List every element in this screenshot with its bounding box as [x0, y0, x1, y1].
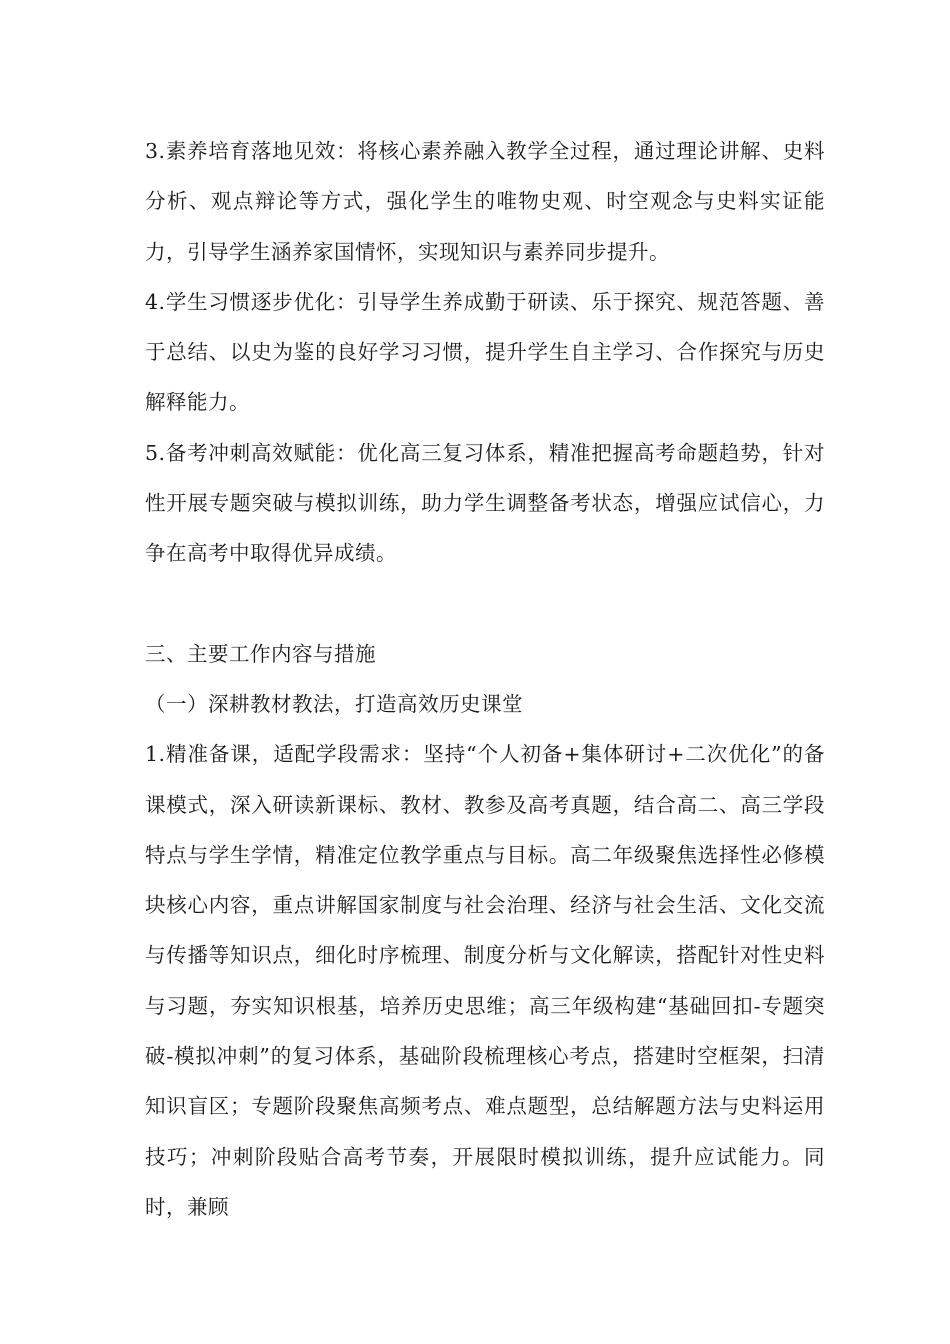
body-paragraph: 1.精准备课，适配学段需求：坚持“个人初备+集体研讨+二次优化”的备课模式，深入研读新课标、教材、教参及高考真题，结合高二、高三学段特点与学生学情，精准定位教学重点与目标。高二年级聚焦选择性必修模块核心内容，重点讲解国家制度与社会治理、经济与社会生活、文化交流与传播等知识点，细化时序梳理、制度分析与文化解读，搭配针对性史料与习题，夯实知识根基，培养历史思维；高三年级构建“基础回扣-专题突破-模拟冲刺”的复习体系，基础阶段梳理核心考点，搭建时空框架，扫清知识盲区；专题阶段聚焦高频考点、难点题型，总结解题方法与史料运用技巧；冲刺阶段贴合高考节奏，开展限时模拟训练，提升应试能力。同时，兼顾	[145, 742, 825, 1219]
section-heading: 三、主要工作内容与措施	[145, 641, 376, 666]
paragraph-item-4: 4.学生习惯逐步优化：引导学生养成勤于研读、乐于探究、规范答题、善于总结、以史为鉴的良好学习习惯，提升学生自主学习、合作探究与历史解释能力。	[145, 289, 825, 415]
blank-line	[145, 579, 825, 629]
document-body	[145, 126, 825, 1232]
paragraph-item-3: 3.素养培育落地见效：将核心素养融入教学全过程，通过理论讲解、史料分析、观点辩论等方式，强化学生的唯物史观、时空观念与史料实证能力，引导学生涵养家国情怀，实现知识与素养同步提升。	[145, 139, 825, 264]
subsection-heading: （一）深耕教材教法，打造高效历史课堂	[145, 691, 523, 716]
paragraph-item-5: 5.备考冲刺高效赋能：优化高三复习体系，精准把握高考命题趋势，针对性开展专题突破与模拟训练，助力学生调整备考状态，增强应试信心，力争在高考中取得优异成绩。	[145, 440, 825, 566]
